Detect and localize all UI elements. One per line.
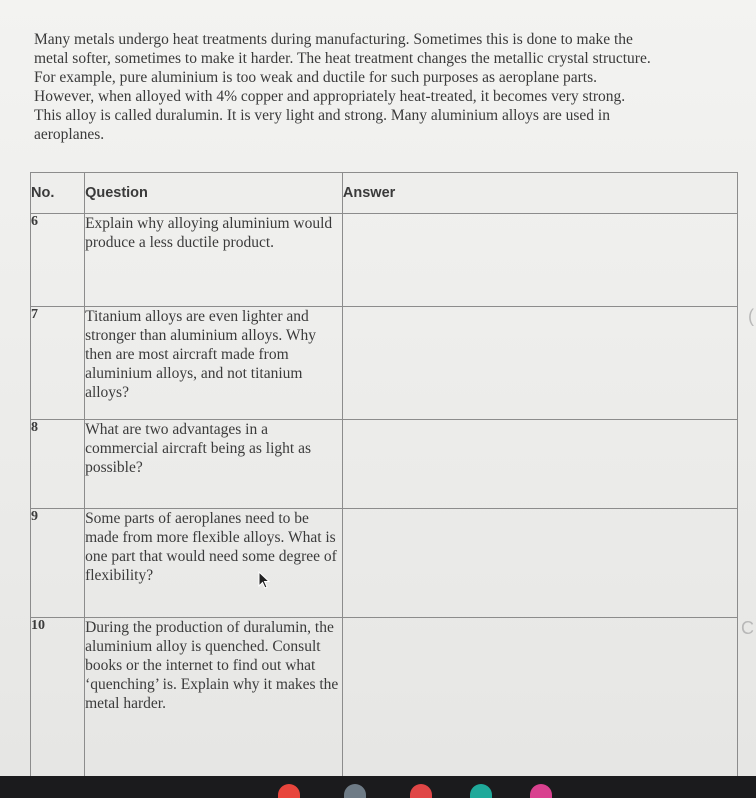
app-red-icon[interactable] (410, 784, 432, 798)
question-table (30, 172, 738, 776)
answer-cell[interactable] (342, 214, 737, 307)
edge-mark: C (741, 618, 754, 638)
intro-line: However, when alloyed with 4% copper and appropriately heat-treated, it becomes very strong. (34, 88, 626, 105)
table-row (31, 509, 738, 618)
header-answer: Answer (342, 173, 737, 214)
intro-line: aeroplanes. (34, 126, 105, 143)
question-text: During the production of duralumin, the aluminium alloy is quenched. Consult books or the internet to find out what ‘quenching’ is. Explain why it makes the metal harder. (85, 618, 343, 777)
mouse-pointer-icon (258, 571, 270, 589)
table-row (31, 307, 738, 420)
intro-paragraph (34, 30, 734, 144)
intro-line: Many metals undergo heat treatments during manufacturing. Sometimes this is done to make the (34, 31, 633, 48)
question-number: 9 (31, 509, 85, 618)
table-header-row (31, 173, 738, 214)
question-text: Explain why alloying aluminium would produce a less ductile product. (85, 214, 343, 307)
files-icon[interactable] (344, 784, 366, 798)
question-text: What are two advantages in a commercial aircraft being as light as possible? (85, 420, 343, 509)
question-text: Some parts of aeroplanes need to be made from more flexible alloys. What is one part that would need some degree of flexibility? (85, 509, 343, 618)
taskbar (0, 776, 756, 797)
answer-cell[interactable] (342, 509, 737, 618)
app-teal-icon[interactable] (470, 784, 492, 798)
edge-mark: ( (748, 306, 754, 326)
question-number: 6 (31, 214, 85, 307)
intro-line: For example, pure aluminium is too weak and ductile for such purposes as aeroplane parts. (34, 69, 598, 86)
chrome-icon[interactable] (278, 784, 300, 798)
answer-cell[interactable] (342, 420, 737, 509)
header-no: No. (31, 173, 85, 214)
question-number: 8 (31, 420, 85, 509)
question-number: 10 (31, 618, 85, 777)
answer-cell[interactable] (342, 307, 737, 420)
table-row (31, 420, 738, 509)
answer-cell[interactable] (342, 618, 737, 777)
intro-line: This alloy is called duralumin. It is very light and strong. Many aluminium alloys are used in (34, 107, 610, 124)
question-number: 7 (31, 307, 85, 420)
question-text: Titanium alloys are even lighter and stronger than aluminium alloys. Why then are most aircraft made from aluminium alloys, and not titanium alloys? (85, 307, 343, 420)
table-row (31, 618, 738, 777)
header-question: Question (85, 173, 343, 214)
intro-line: metal softer, sometimes to make it harder. The heat treatment changes the metallic crystal structure. (34, 50, 651, 67)
table-row (31, 214, 738, 307)
app-pink-icon[interactable] (530, 784, 552, 798)
